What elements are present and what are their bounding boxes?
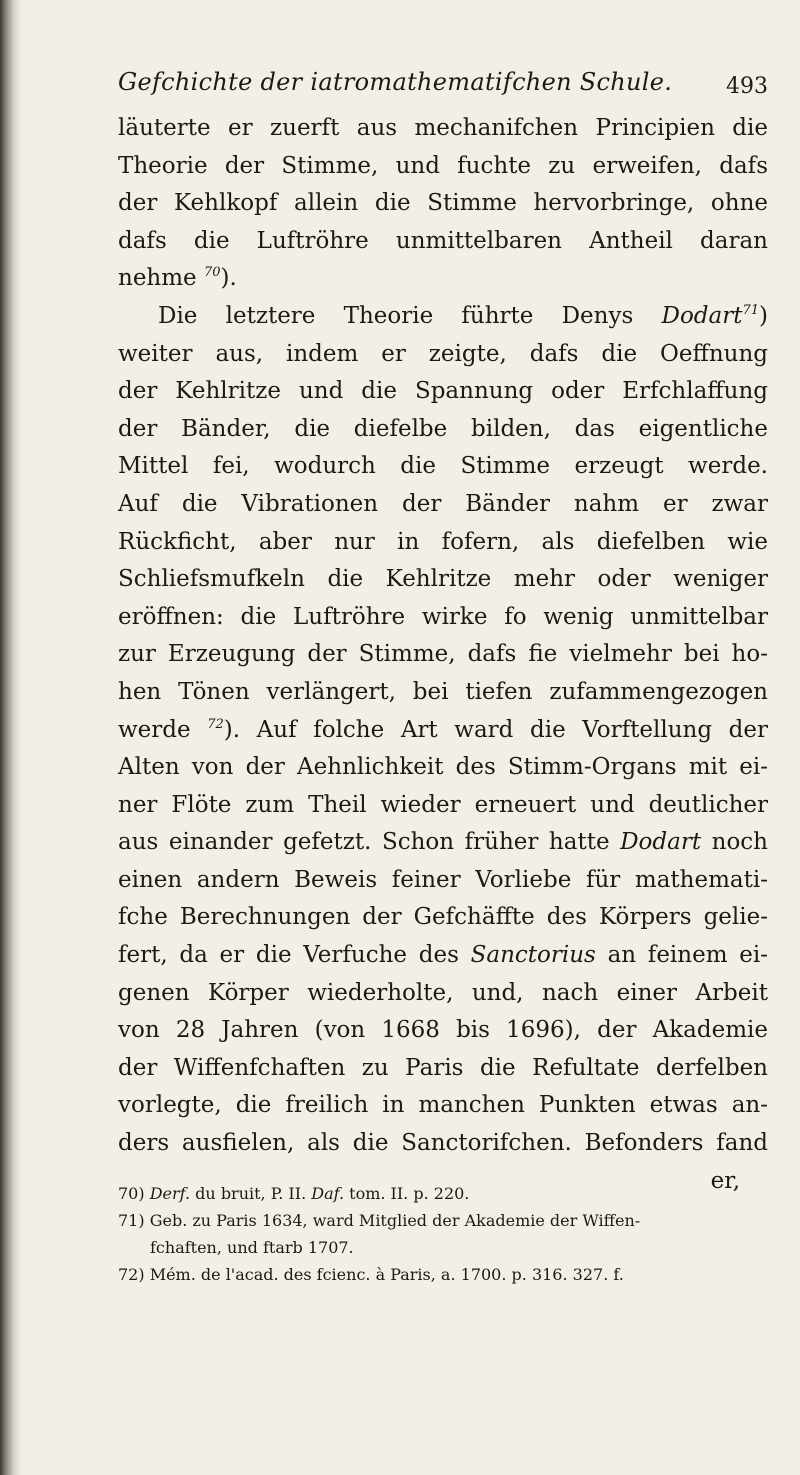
text-line: weiter aus, indem er zeigte, dafs die Oeffnung: [118, 340, 768, 367]
text-fragment: Die letztere Theorie führte Denys: [158, 302, 662, 329]
footnote-text: tom. II. p. 220.: [344, 1184, 470, 1203]
footnote-text: du bruit, P. II.: [190, 1184, 312, 1203]
text-line: Mittel fei, wodurch die Stimme erzeugt werde.: [118, 453, 768, 480]
footnote-70: [118, 1180, 768, 1207]
text-line: Auf die Vibrationen der Bänder nahm er zwar: [118, 490, 768, 517]
text-line: von 28 Jahren (von 1668 bis 1696), der Akademie: [118, 1017, 768, 1044]
text-line: ders ausfielen, als die Sanctorifchen. Befonders fand: [118, 1130, 768, 1157]
text-line: [118, 712, 768, 750]
text-line: fche Berechnungen der Gefchäffte des Körpers gelie-: [118, 904, 768, 931]
footnote-text: Geb. zu Paris 1634, ward Mitglied der Akademie der Wiffen-: [144, 1211, 641, 1230]
footnote-71-continued: fchaften, und ftarb 1707.: [150, 1238, 354, 1257]
footnote-ref-71: 71: [742, 302, 760, 318]
text-line: vorlegte, die freilich in manchen Punkten etwas an-: [118, 1092, 768, 1119]
footnote-abbrev: Daf.: [311, 1184, 345, 1203]
footnote-number: 70): [118, 1184, 145, 1203]
text-fragment: nehme: [118, 265, 204, 292]
text-fragment: an feinem ei-: [595, 942, 768, 969]
text-line: der Kehlkopf allein die Stimme hervorbringe, ohne: [118, 190, 768, 217]
text-fragment: werde: [118, 716, 208, 743]
text-line: Theorie der Stimme, und fuchte zu erweifen, dafs: [118, 152, 768, 179]
footnote-ref-72: 72: [207, 716, 224, 732]
footnote-author: Derf.: [149, 1184, 191, 1203]
page-number: 493: [726, 74, 768, 99]
text-line: [118, 298, 768, 336]
footnote-number: 72): [118, 1265, 145, 1284]
text-line: läuterte er zuerft aus mechanifchen Principien die: [118, 115, 768, 141]
text-line: Alten von der Aehnlichkeit des Stimm-Organs mit ei-: [118, 754, 768, 781]
footnote-ref-70: 70: [203, 265, 221, 281]
person-name: Dodart: [661, 302, 743, 329]
text-line: zur Erzeugung der Stimme, dafs fie vielmehr bei ho-: [118, 641, 768, 668]
person-name: Dodart: [620, 829, 702, 856]
text-line: genen Körper wiederholte, und, nach einer Arbeit: [118, 979, 768, 1006]
text-line: [118, 260, 768, 298]
footnote-71: [118, 1207, 768, 1234]
text-fragment: ): [759, 302, 768, 329]
footnote-72: [118, 1261, 768, 1288]
text-line: der Bänder, die diefelbe bilden, das eigentliche: [118, 415, 768, 442]
footnotes: [118, 1180, 768, 1288]
footnote-text: Mém. de l'acad. des fcienc. à Paris, a. 1700. p. 316. 327. f.: [144, 1265, 624, 1284]
text-line: Rückficht, aber nur in fofern, als diefelben wie: [118, 528, 768, 555]
text-line: hen Tönen verlängert, bei tiefen zufammengezogen: [118, 678, 768, 705]
text-line: ner Flöte zum Theil wieder erneuert und deutlicher: [118, 791, 768, 818]
text-line: der Wiffenfchaften zu Paris die Refultate derfelben: [118, 1054, 768, 1081]
text-fragment: fert, da er die Verfuche des: [118, 942, 471, 969]
text-line: der Kehlritze und die Spannung oder Erfchlaffung: [118, 378, 768, 405]
text-fragment: noch: [701, 829, 768, 856]
text-line: [118, 824, 768, 862]
book-gutter-shadow: [0, 0, 22, 1475]
text-fragment: aus einander gefetzt. Schon früher hatte: [118, 829, 621, 856]
running-title: Gefchichte der iatromathematifchen Schule.: [118, 68, 673, 96]
text-line: [118, 937, 768, 975]
running-head: [118, 68, 768, 108]
person-name: Sanctorius: [470, 942, 596, 969]
footnote-number: 71): [118, 1211, 145, 1230]
text-line: dafs die Luftröhre unmittelbaren Antheil daran: [118, 227, 768, 254]
body-text: [118, 110, 768, 1200]
text-fragment: ). Auf folche Art ward die Vorftellung der: [223, 716, 768, 743]
text-line: eröffnen: die Luftröhre wirke fo wenig unmittelbar: [118, 603, 768, 630]
text-line: Schliefsmufkeln die Kehlritze mehr oder weniger: [118, 566, 768, 593]
text-line: einen andern Beweis feiner Vorliebe für mathemati-: [118, 866, 768, 893]
catchword: er,: [710, 1167, 740, 1194]
text-fragment: ).: [220, 265, 237, 292]
